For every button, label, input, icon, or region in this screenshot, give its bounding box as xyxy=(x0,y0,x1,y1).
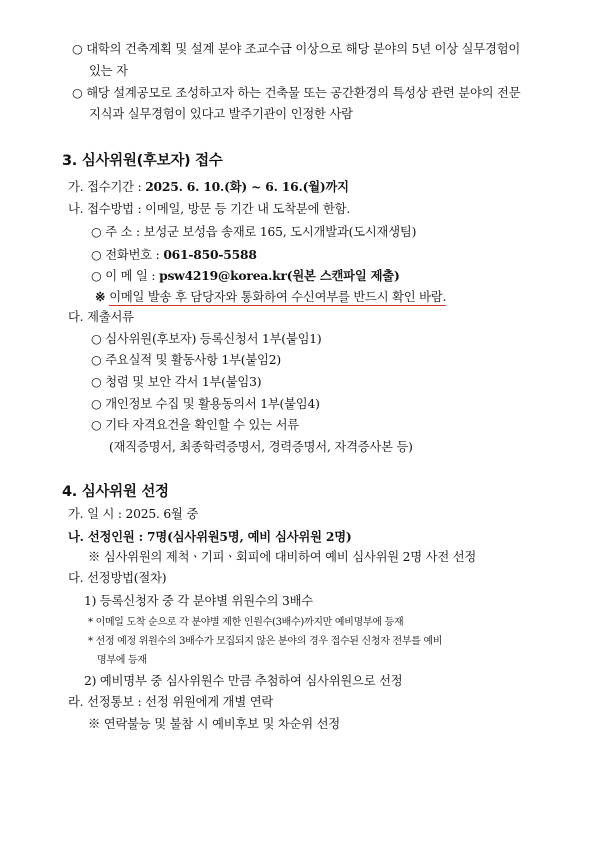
email-note xyxy=(95,288,446,306)
selection-step-1-note-2-line2: 명부에 등재 xyxy=(97,655,147,666)
selection-notice: 라. 선정통보 : 선정 위원에게 개별 연락 xyxy=(68,695,274,709)
selection-count-note: ※ 심사위원의 제척ㆍ기피ㆍ회피에 대비하여 예비 심사위원 2명 사전 선정 xyxy=(88,550,477,564)
document-examples: (재직증명서, 최종학력증명서, 경력증명서, 자격증사본 등) xyxy=(109,440,413,454)
qualification-item-2-line1: ○ 해당 설계공모로 조성하고자 하는 건축물 또는 공간환경의 특성상 관련 분야의 전문 xyxy=(72,86,521,100)
phone-label: ○ 전화번호 : xyxy=(91,248,164,262)
reception-method: 나. 접수방법 : 이메일, 방문 등 기간 내 도착분에 한함. xyxy=(68,202,351,216)
document-item: ○ 기타 자격요건을 확인할 수 있는 서류 xyxy=(91,418,299,432)
document-item: ○ 개인정보 수집 및 활용동의서 1부(붙임4) xyxy=(91,397,320,411)
reception-period-label: 가. 접수기간 : xyxy=(68,180,146,194)
selection-method-heading: 다. 선정방법(절차) xyxy=(68,571,167,585)
selection-count: 나. 선정인원 : 7명(심사위원5명, 예비 심사위원 2명) xyxy=(68,529,352,544)
document-item: ○ 주요실적 및 활동사항 1부(붙임2) xyxy=(91,353,281,367)
document-item: ○ 심사위원(후보자) 등록신청서 1부(붙임1) xyxy=(91,332,322,346)
qualification-item-1-line2: 있는 자 xyxy=(89,64,128,78)
selection-step-1-note-2-line1: * 선정 예정 위원수의 3배수가 모집되지 않은 분야의 경우 접수된 신청자 전부를 예비 xyxy=(88,636,443,647)
address-label: ○ 주 소 : xyxy=(91,225,144,239)
email-label: ○ 이 메 일 : xyxy=(91,269,160,283)
qualification-item-1-line1: ○ 대학의 건축계획 및 설계 분야 조교수급 이상으로 해당 분야의 5년 이상 실무경험이 xyxy=(72,42,521,56)
reception-period xyxy=(68,178,349,196)
selection-step-2: 2) 예비명부 중 심사위원수 만큼 추첨하여 심사위원으로 선정 xyxy=(84,674,403,688)
phone-row xyxy=(91,246,257,264)
selection-notice-note: ※ 연락불능 및 불참 시 예비후보 및 차순위 선정 xyxy=(88,717,340,731)
email-value: psw4219@korea.kr(원본 스캔파일 제출) xyxy=(159,268,400,283)
qualification-item-2-line2: 지식과 실무경험이 있다고 발주기관이 인정한 사람 xyxy=(89,107,353,121)
email-row xyxy=(91,267,400,285)
selection-step-1-note-1: * 이메일 도착 순으로 각 분야별 제한 인원수(3배수)까지만 예비명부에 등재 xyxy=(88,617,404,628)
address-value: 보성군 보성읍 송재로 165, 도시개발과(도시재생팀) xyxy=(143,225,417,239)
documents-heading: 다. 제출서류 xyxy=(68,310,134,324)
phone-value: 061-850-5588 xyxy=(163,247,257,262)
selection-date: 가. 일 시 : 2025. 6월 중 xyxy=(68,507,199,521)
email-note-text: 이메일 발송 후 담당자와 통화하여 수신여부를 반드시 확인 바람. xyxy=(109,290,447,304)
selection-step-1: 1) 등록신청자 중 각 분야별 위원수의 3배수 xyxy=(84,594,313,608)
section-4-title: 4. 심사위원 선정 xyxy=(62,484,169,500)
reception-period-value: 2025. 6. 10.(화) ~ 6. 16.(월)까지 xyxy=(145,179,349,194)
section-3-title: 3. 심사위원(후보자) 접수 xyxy=(62,153,223,169)
reference-mark: ※ xyxy=(95,289,110,304)
document-item: ○ 청렴 및 보안 각서 1부(붙임3) xyxy=(91,375,262,389)
address-row xyxy=(91,224,416,241)
